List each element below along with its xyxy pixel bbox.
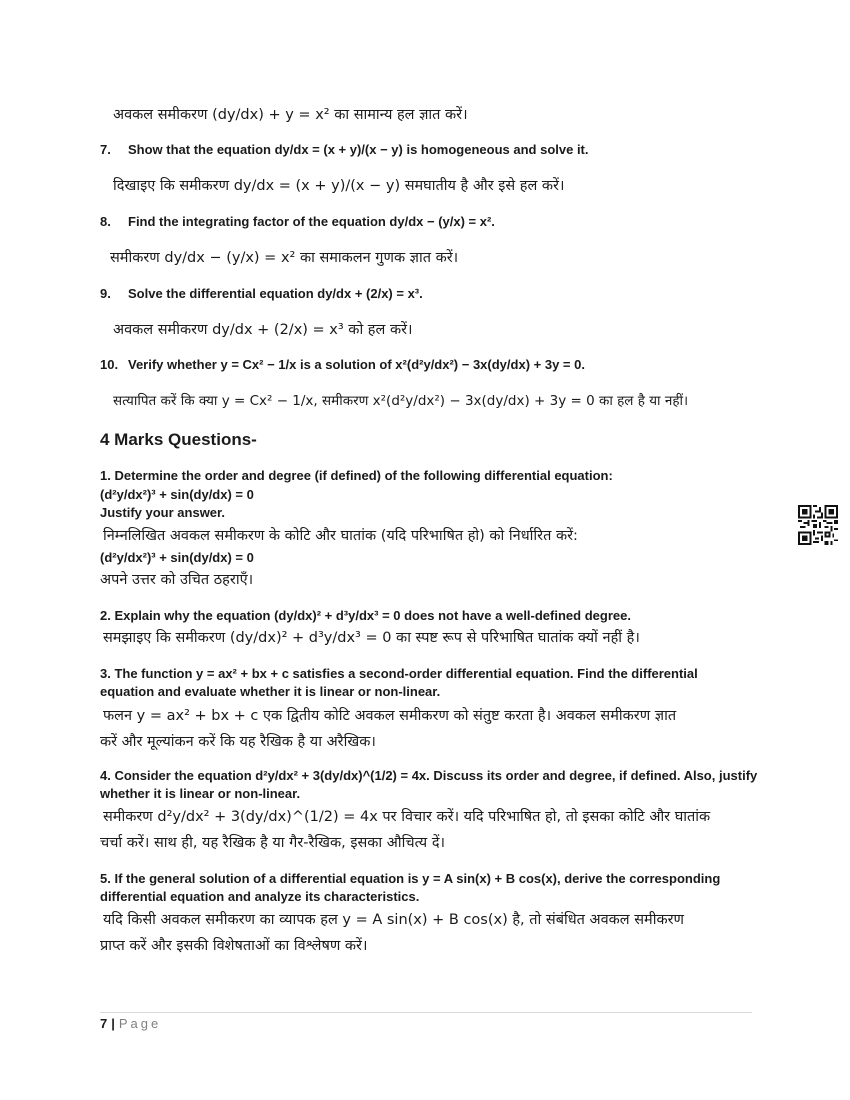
- q9-english: [100, 286, 423, 301]
- m5-hindi-line2: प्राप्त करें और इसकी विशेषताओं का विश्लेषण करें।: [100, 938, 368, 954]
- m4-english-line2: whether it is linear or non-linear.: [100, 786, 301, 801]
- m1-equation: (d²y/dx²)³ + sin(dy/dx) = 0: [100, 487, 254, 502]
- q10-english-text: Verify whether y = Cx² − 1/x is a solution of x²(d²y/dx²) − 3x(dy/dx) + 3y = 0.: [128, 357, 585, 372]
- m1-hindi-justify: अपने उत्तर को उचित ठहराएँ।: [100, 572, 254, 588]
- m4-hindi-line1: समीकरण d²y/dx² + 3(dy/dx)^(1/2) = 4x पर विचार करें। यदि परिभाषित हो, तो इसका कोटि और घातांक: [103, 809, 711, 825]
- m3-english-line2: equation and evaluate whether it is linear or non-linear.: [100, 684, 441, 699]
- q8-hindi-text: समीकरण dy/dx − (y/x) = x² का समाकलन गुणक ज्ञात करें।: [110, 250, 459, 266]
- q10-number: 10.: [100, 357, 119, 372]
- m1-justify: Justify your answer.: [100, 505, 225, 520]
- page-label: Page: [118, 1016, 162, 1031]
- q8-english-text: Find the integrating factor of the equation dy/dx − (y/x) = x².: [128, 214, 495, 229]
- q10-english: [100, 357, 585, 372]
- section-heading: 4 Marks Questions-: [100, 430, 257, 449]
- m4-english-line1: 4. Consider the equation d²y/dx² + 3(dy/dx)^(1/2) = 4x. Discuss its order and degree, if defined. Also, justify: [100, 768, 758, 783]
- page-footer: [100, 1016, 161, 1031]
- m3-english-line1: 3. The function y = ax² + bx + c satisfies a second-order differential equation. Find the differential: [100, 666, 698, 681]
- m3-hindi-line2: करें और मूल्यांकन करें कि यह रैखिक है या अरैखिक।: [100, 734, 376, 750]
- q9-english-text: Solve the differential equation dy/dx + (2/x) = x³.: [128, 286, 423, 301]
- qr-code-icon: [798, 505, 838, 545]
- m1-hindi-equation: (d²y/dx²)³ + sin(dy/dx) = 0: [100, 550, 254, 565]
- q8-english: [100, 214, 495, 229]
- q7-number: 7.: [100, 142, 111, 157]
- m5-hindi-line1: यदि किसी अवकल समीकरण का व्यापक हल y = A sin(x) + B cos(x) है, तो संबंधित अवकल समीकरण: [103, 912, 685, 928]
- q7-english-text: Show that the equation dy/dx = (x + y)/(x − y) is homogeneous and solve it.: [128, 142, 589, 157]
- footer-divider: [100, 1012, 752, 1013]
- footer-separator: |: [111, 1016, 115, 1031]
- m4-hindi-line2: चर्चा करें। साथ ही, यह रैखिक है या गैर-रैखिक, इसका औचित्य दें।: [100, 835, 446, 851]
- page-number: 7: [100, 1016, 108, 1031]
- m3-hindi-line1: फलन y = ax² + bx + c एक द्वितीय कोटि अवकल समीकरण को संतुष्ट करता है। अवकल समीकरण ज्ञात: [103, 708, 677, 724]
- m5-english-line1: 5. If the general solution of a differential equation is y = A sin(x) + B cos(x), derive the corresponding: [100, 871, 721, 886]
- m5-english-line2: differential equation and analyze its characteristics.: [100, 889, 420, 904]
- q10-hindi-text: सत्यापित करें कि क्या y = Cx² − 1/x, समीकरण x²(d²y/dx²) − 3x(dy/dx) + 3y = 0 का हल है या नहीं।: [113, 393, 689, 409]
- q7-english: [100, 142, 589, 157]
- q6-hindi-text: अवकल समीकरण (dy/dx) + y = x² का सामान्य हल ज्ञात करें।: [113, 107, 468, 123]
- m1-english-line1: 1. Determine the order and degree (if defined) of the following differential equation:: [100, 468, 613, 483]
- q9-hindi-text: अवकल समीकरण dy/dx + (2/x) = x³ को हल करें।: [113, 322, 413, 338]
- q7-hindi-text: दिखाइए कि समीकरण dy/dx = (x + y)/(x − y) समघातीय है और इसे हल करें।: [113, 178, 565, 194]
- m1-hindi-line1: निम्नलिखित अवकल समीकरण के कोटि और घातांक (यदि परिभाषित हो) को निर्धारित करें:: [103, 528, 578, 544]
- q9-number: 9.: [100, 286, 111, 301]
- m2-hindi: समझाइए कि समीकरण (dy/dx)² + d³y/dx³ = 0 का स्पष्ट रूप से परिभाषित घातांक क्यों नहीं है।: [103, 630, 640, 646]
- q8-number: 8.: [100, 214, 111, 229]
- m2-english: 2. Explain why the equation (dy/dx)² + d³y/dx³ = 0 does not have a well-defined degree.: [100, 608, 631, 623]
